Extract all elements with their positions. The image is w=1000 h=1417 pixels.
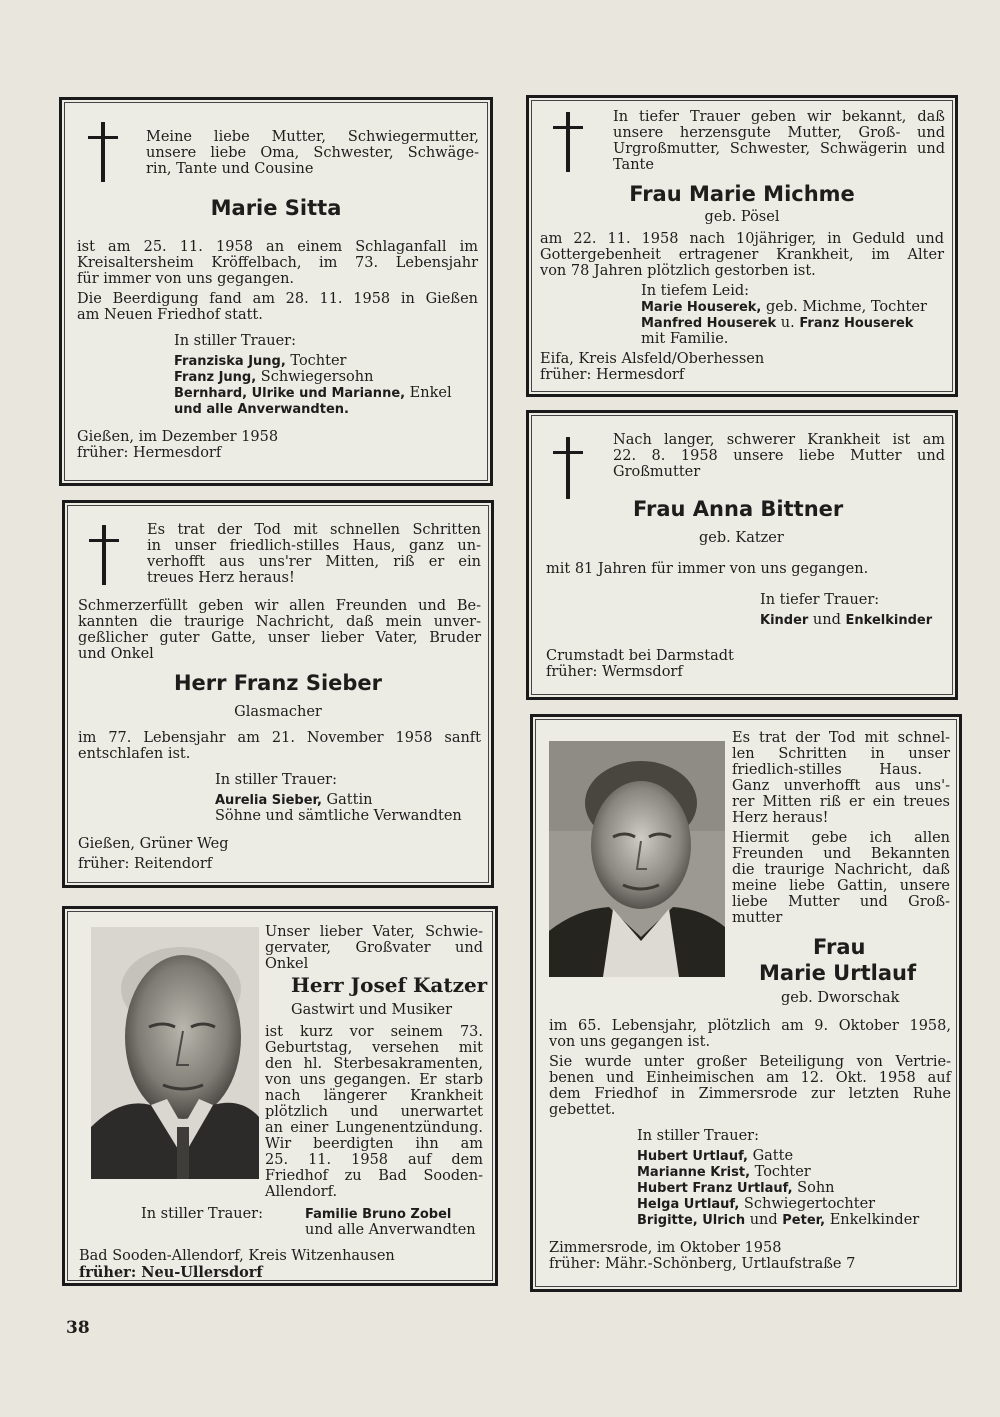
deceased-name: Herr Franz Sieber [173,671,383,695]
cross-icon [88,122,118,182]
occupation: Gastwirt und Musiker [291,1002,453,1018]
mourner-line: Brigitte, Ulrich und Peter, Enkelkinder [637,1212,920,1228]
place-line: Gießen, Grüner Weg [78,836,229,852]
funeral-line: am Neuen Friedhof statt. [77,307,263,323]
former-line: früher: Reitendorf [78,856,213,872]
body-line: von uns gegangen. Er starb [265,1072,483,1088]
body-line: kannten die traurige Nachricht, daß mein unver- [78,614,481,630]
poem-line: Ganz unverhofft aus uns'- [732,778,950,794]
obituary-josef-katzer [62,906,498,1286]
deceased-name: Marie Sitta [210,196,342,220]
obituary-marie-sitta [59,97,493,486]
poem-line: rer Mitten riß er ein treues [732,794,950,810]
intro-line: 22. 8. 1958 unsere liebe Mutter und [613,448,945,464]
intro-line: die traurige Nachricht, daß [732,862,950,878]
deceased-name: Frau Anna Bittner [633,497,844,521]
intro-line: gervater, Großvater und [265,940,483,956]
body-line: für immer von uns gegangen. [77,271,295,287]
born-name: geb. Dworschak [781,990,900,1006]
page-number: 38 [66,1318,90,1338]
mourning-label: In tiefem Leid: [641,283,750,299]
mourner-line: Kinder und Enkelkinder [760,612,933,628]
place-line: Crumstadt bei Darmstadt [546,648,734,664]
former-line: früher: Neu-Ullersdorf [79,1264,263,1281]
body-line: ist kurz vor seinem 73. [265,1024,483,1040]
deceased-name: Frau Marie Michme [629,182,855,206]
body-line: am 22. 11. 1958 nach 10jähriger, in Geduld und [540,231,944,247]
former-line: früher: Hermesdorf [540,367,685,383]
mourner-line: Marianne Krist, Tochter [637,1164,811,1180]
portrait-photo [91,927,259,1179]
mourning-label: In stiller Trauer: [141,1206,263,1222]
body-line: von 78 Jahren plötzlich gestorben ist. [540,263,816,279]
intro-line: verhofft aus uns'rer Mitten, riß er ein [147,554,481,570]
obituary-anna-bittner [526,410,958,700]
body-line: mit 81 Jahren für immer von uns gegangen. [546,561,869,577]
body-line: Allendorf. [265,1184,338,1200]
intro-line: Urgroßmutter, Schwester, Schwägerin und [613,141,945,157]
body-line: benen und Einheimischen am 12. Okt. 1958 auf [549,1070,951,1086]
place-line: Bad Sooden-Allendorf, Kreis Witzenhausen [79,1248,395,1264]
body-line: im 65. Lebensjahr, plötzlich am 9. Oktober 1958, [549,1018,951,1034]
body-line: plötzlich und unerwartet [265,1104,483,1120]
born-name: geb. Katzer [699,530,784,546]
mourner-line: Franziska Jung, Tochter [174,353,347,369]
intro-line: Freunden und Bekannten [732,846,950,862]
body-line: Schmerzerfüllt geben wir allen Freunden und Be- [78,598,481,614]
poem-line: Herz heraus! [732,810,829,826]
intro-line: mutter [732,910,783,926]
funeral-line: Die Beerdigung fand am 28. 11. 1958 in Gießen [77,291,478,307]
body-line: dem Friedhof in Zimmersrode zur letzten Ruhe [549,1086,951,1102]
intro-line: unsere herzensgute Mutter, Groß- und [613,125,945,141]
body-line: nach längerer Krankheit [265,1088,483,1104]
intro-line: in unser friedlich-stilles Haus, ganz un- [147,538,481,554]
body-line: gebettet. [549,1102,616,1118]
former-line: früher: Hermesdorf [77,445,222,461]
body-line: Wir beerdigten ihn am [265,1136,483,1152]
intro-line: meine liebe Gattin, unsere [732,878,950,894]
body-line: Kreisaltersheim Kröffelbach, im 73. Lebensjahr [77,255,478,271]
body-line: Sie wurde unter großer Beteiligung von Vertrie- [549,1054,951,1070]
intro-line: Es trat der Tod mit schnellen Schritten [147,522,481,538]
deceased-name-line2: Marie Urtlauf [759,961,917,985]
obituary-franz-sieber [62,500,494,888]
mourner-line: Aurelia Sieber, Gattin [215,792,373,808]
mourner-line: mit Familie. [641,331,729,347]
body-line: Geburtstag, versehen mit [265,1040,483,1056]
mourner-line: Franz Jung, Schwiegersohn [174,369,374,385]
mourning-label: In stiller Trauer: [215,772,337,788]
body-line: und Onkel [78,646,154,662]
body-line: ist am 25. 11. 1958 an einem Schlaganfall im [77,239,478,255]
mourner-line: und alle Anverwandten. [174,402,349,417]
body-line: den hl. Sterbesakramenten, [265,1056,483,1072]
intro-line: Nach langer, schwerer Krankheit ist am [613,432,945,448]
obituary-marie-urtlauf [530,714,962,1292]
mourner-line: Helga Urtlauf, Schwiegertochter [637,1196,876,1212]
intro-line: Tante [613,157,654,173]
intro-line: Meine liebe Mutter, Schwiegermutter, [146,129,479,145]
deceased-name-line1: Frau [813,935,866,959]
place-line: Gießen, im Dezember 1958 [77,429,279,445]
body-line: Gottergebenheit ertragener Krankheit, im Alter [540,247,944,263]
intro-line: rin, Tante und Cousine [146,161,314,177]
mourner-line: Manfred Houserek u. Franz Houserek [641,315,914,331]
cross-icon [553,112,583,172]
mourner-line: Hubert Franz Urtlauf, Sohn [637,1180,835,1196]
intro-line: Großmutter [613,464,701,480]
mourning-label: In stiller Trauer: [174,333,296,349]
deceased-name: Herr Josef Katzer [291,973,488,997]
place-line: Eifa, Kreis Alsfeld/Oberhessen [540,351,765,367]
body-line: im 77. Lebensjahr am 21. November 1958 sanft [78,730,481,746]
portrait-photo [549,741,725,977]
body-line: an einer Lungenentzündung. [265,1120,483,1136]
poem-line: friedlich-stilles Haus. [732,762,922,778]
mourning-label: In stiller Trauer: [637,1128,759,1144]
body-line: entschlafen ist. [78,746,191,762]
cross-icon [89,525,119,585]
obituary-marie-michme [526,95,958,397]
born-name: geb. Pösel [704,209,780,225]
intro-line: Unser lieber Vater, Schwie- [265,924,483,940]
mourner-line: und alle Anverwandten [305,1222,476,1238]
place-line: Zimmersrode, im Oktober 1958 [549,1240,782,1256]
body-line: Friedhof zu Bad Sooden- [265,1168,483,1184]
former-line: früher: Mähr.-Schönberg, Urtlaufstraße 7 [549,1256,856,1272]
intro-line: Onkel [265,956,309,972]
occupation: Glasmacher [234,704,322,720]
intro-line: unsere liebe Oma, Schwester, Schwäge- [146,145,479,161]
poem-line: len Schritten in unser [732,746,950,762]
mourner-line: Marie Houserek, geb. Michme, Tochter [641,299,927,315]
mourner-line: Hubert Urtlauf, Gatte [637,1148,794,1164]
mourner-line: Bernhard, Ulrike und Marianne, Enkel [174,385,452,401]
mourner-line: Familie Bruno Zobel [305,1207,452,1222]
intro-line: liebe Mutter und Groß- [732,894,950,910]
body-line: 25. 11. 1958 auf dem [265,1152,483,1168]
mourning-label: In tiefer Trauer: [760,592,880,608]
mourner-line: Söhne und sämtliche Verwandten [215,808,462,824]
intro-line: In tiefer Trauer geben wir bekannt, daß [613,109,945,125]
body-line: von uns gegangen ist. [549,1034,711,1050]
cross-icon [553,437,583,499]
intro-line: treues Herz heraus! [147,570,295,586]
intro-line: Hiermit gebe ich allen [732,830,950,846]
former-line: früher: Wermsdorf [546,664,683,680]
poem-line: Es trat der Tod mit schnel- [732,730,950,746]
body-line: geßlicher guter Gatte, unser lieber Vater, Bruder [78,630,481,646]
